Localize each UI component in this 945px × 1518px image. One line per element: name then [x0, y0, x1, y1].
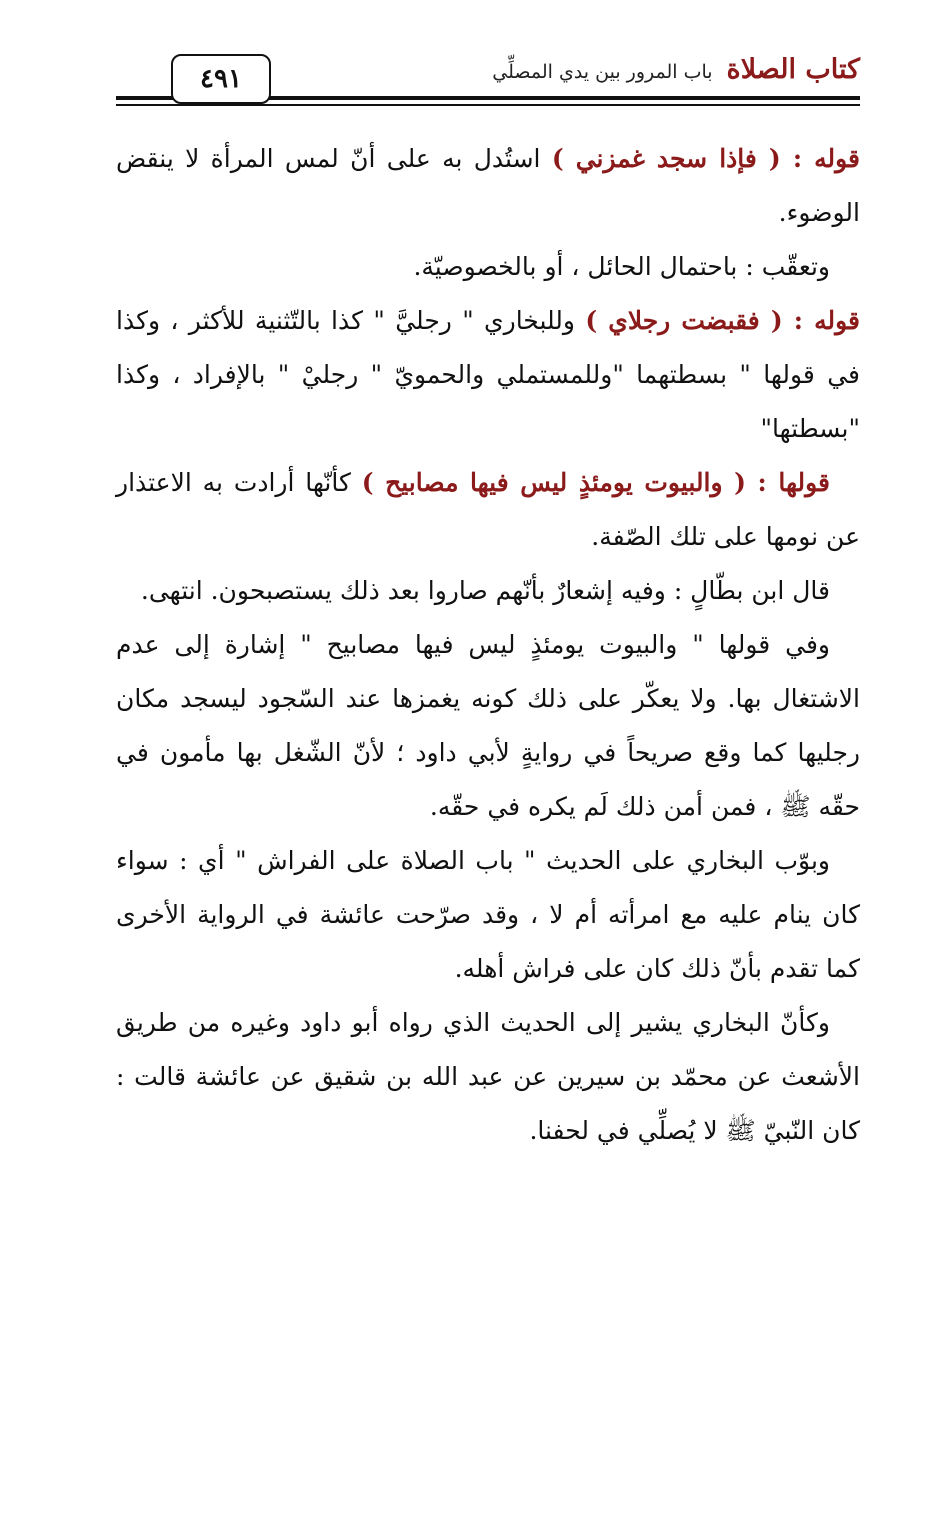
- paragraph-5: [116, 564, 860, 618]
- paragraph-7: [116, 834, 860, 996]
- paragraph-1: [116, 132, 860, 240]
- lemma: قوله : ( فإذا سجد غمزني ): [551, 144, 861, 173]
- paragraph-text: وبوّب البخاري على الحديث " باب الصلاة على الفراش " أي : سواء كان ينام عليه مع امرأته أم لا ، وقد صرّحت عائشة في الرواية الأخرى كما تقدم بأنّ ذلك كان على فراش أهله.: [116, 846, 860, 983]
- book-title: كتاب الصلاة: [726, 54, 860, 85]
- page-body: [116, 132, 860, 1158]
- lemma: قوله : ( فقبضت رجلاي ): [585, 306, 860, 335]
- paragraph-text: وفي قولها " والبيوت يومئذٍ ليس فيها مصابيح " إشارة إلى عدم الاشتغال بها. ولا يعكّر على ذلك كونه يغمزها عند السّجود ليسجد مكان رجليها كما وقع صريحاً في روايةٍ لأبي داود ؛ لأنّ الشّغل بها مأمون في حقّه ﷺ ، فمن أمن ذلك لَم يكره في حقّه.: [116, 630, 860, 821]
- paragraph-6: [116, 618, 860, 834]
- page-number: ٤٩١: [171, 54, 271, 104]
- running-head: [492, 54, 860, 85]
- paragraph-text: استُدل به على أنّ لمس المرأة لا ينقض الوضوء.: [116, 144, 860, 227]
- page-header: [116, 50, 860, 110]
- paragraph-3: [116, 294, 860, 456]
- paragraph-text: وكأنّ البخاري يشير إلى الحديث الذي رواه أبو داود وغيره من طريق الأشعث عن محمّد بن سيرين عن عبد الله بن شقيق عن عائشة قالت : كان النّبيّ ﷺ لا يُصلِّي في لحفنا.: [116, 1008, 860, 1145]
- lemma: قولها : ( والبيوت يومئذٍ ليس فيها مصابيح ): [361, 468, 830, 497]
- paragraph-8: [116, 996, 860, 1158]
- paragraph-text: وتعقّب : باحتمال الحائل ، أو بالخصوصيّة.: [413, 252, 830, 281]
- chapter-title: باب المرور بين يدي المصلِّي: [492, 61, 713, 83]
- paragraph-text: كأنّها أرادت به الاعتذار عن نومها على تلك الصّفة.: [116, 468, 860, 551]
- paragraph-text: وللبخاري " رجليَّ " كذا بالتّثنية للأكثر ، وكذا في قولها " بسطتهما "وللمستملي والحمويّ " رجليْ " بالإفراد ، وكذا "بسطتها": [116, 306, 860, 443]
- paragraph-2: [116, 240, 860, 294]
- paragraph-text: قال ابن بطّالٍ : وفيه إشعارٌ بأنّهم صاروا بعد ذلك يستصبحون. انتهى.: [140, 576, 830, 605]
- paragraph-4: [116, 456, 860, 564]
- header-rule-thin: [116, 104, 860, 106]
